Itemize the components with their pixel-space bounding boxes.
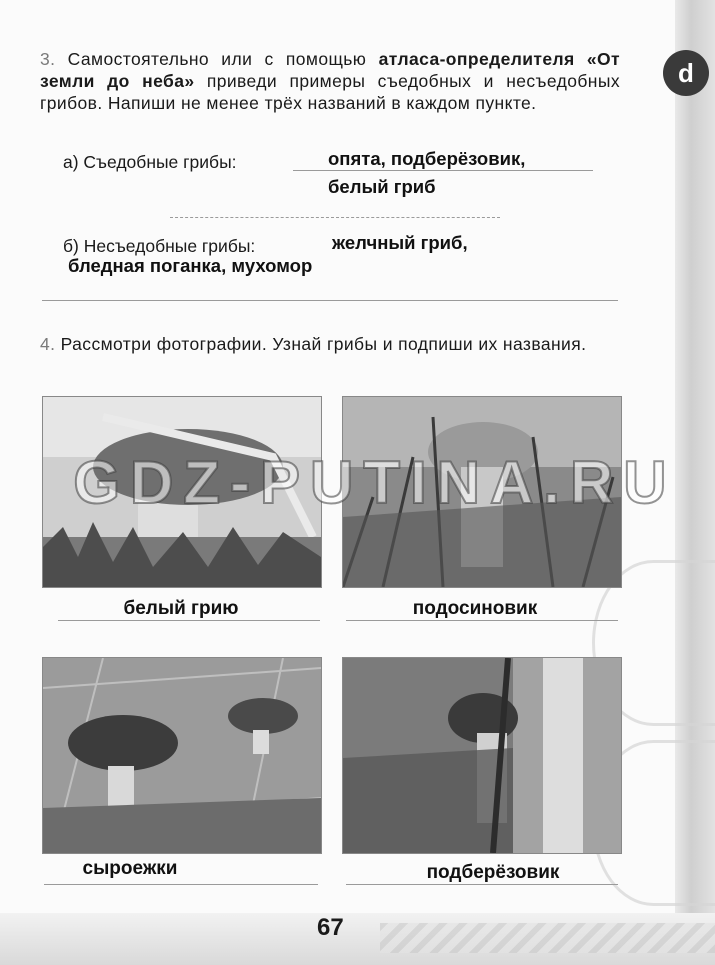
watermark: GDZ-PUTINA.RU — [73, 449, 677, 516]
russula-photo — [42, 657, 322, 854]
inedible-answer-line-2: бледная поганка, мухомор — [68, 255, 313, 276]
answer-rule — [346, 620, 618, 621]
birch-bolete-photo — [342, 657, 622, 854]
task-4-number: 4. — [40, 334, 56, 354]
answer-rule — [58, 620, 320, 621]
caption-boletus: белый грию — [123, 598, 239, 619]
edible-label: а) Съедобные грибы: — [63, 152, 237, 172]
answer-rule — [42, 300, 618, 301]
caption-aspen-mushroom: подосиновик — [412, 598, 538, 619]
task-3-number: 3. — [40, 49, 56, 69]
answer-rule — [346, 884, 618, 885]
page-number: 67 — [317, 914, 344, 941]
task-4-text: 4. Рассмотри фотографии. Узнай грибы и подпиши их названия. — [40, 334, 587, 354]
caption-birch-bolete: подберёзовик — [426, 862, 560, 883]
answer-rule — [44, 884, 318, 885]
inedible-label: б) Несъедобные грибы: — [63, 236, 256, 256]
bottom-decoration — [0, 913, 715, 965]
caption-russula: сыроежки — [82, 858, 178, 879]
section-badge-icon: d — [663, 50, 709, 96]
task-3-text: 3. Самостоятельно или с помощью атласа-определителя «От земли до неба» приведи примеры съедобных и несъедобных грибов. Напиши не менее трёх названий в каждом пункте. — [40, 49, 620, 113]
answer-rule — [170, 217, 500, 218]
inedible-answer-line-1: желчный гриб, — [332, 232, 468, 253]
answer-rule — [293, 170, 593, 171]
atlas-title: атласа-определителя «От земли до неба» — [40, 49, 620, 91]
edible-answer-line-1: опята, подберёзовик, — [328, 148, 526, 169]
edible-answer-line-2: белый гриб — [328, 176, 436, 197]
